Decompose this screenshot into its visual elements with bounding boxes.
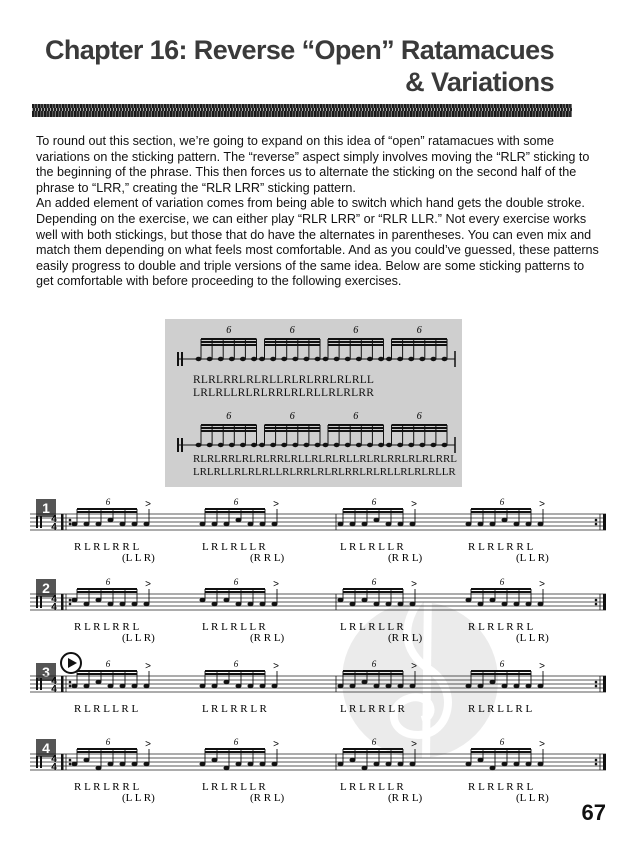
- figure-sticking-1b: LRLRLLRLRLRRLRLRLLRLRLRR: [193, 387, 375, 399]
- percussion-clef: [177, 438, 179, 452]
- repeat-start-bar: [61, 514, 64, 530]
- note-head: [466, 598, 472, 603]
- repeat-end-bar: [603, 754, 606, 770]
- note-head: [224, 598, 230, 603]
- accent-mark: >: [145, 661, 151, 672]
- tuplet-number: 6: [353, 411, 359, 422]
- accent-mark: >: [273, 579, 279, 590]
- accent-mark: >: [145, 499, 151, 510]
- tuplet-number: 6: [371, 659, 377, 669]
- alternate-sticking-label: (R R L): [388, 632, 423, 644]
- note-head: [478, 758, 484, 763]
- note-head: [338, 522, 344, 527]
- note-head: [248, 522, 254, 527]
- repeat-dot: [69, 519, 72, 522]
- note-head: [259, 443, 265, 447]
- note-head: [72, 598, 78, 603]
- repeat-start-bar: [61, 594, 64, 610]
- note-head: [212, 522, 218, 527]
- note-head: [334, 443, 340, 447]
- note-head: [236, 518, 242, 523]
- tuplet-number: 6: [233, 577, 239, 587]
- note-head: [200, 522, 206, 527]
- tuplet-number: 6: [371, 737, 377, 747]
- tuplet-number: 6: [226, 325, 232, 336]
- sticking-label: R L R L R R L: [74, 781, 140, 793]
- percussion-clef: [40, 516, 42, 528]
- note-head: [398, 602, 404, 607]
- alternate-sticking-label: (L L R): [122, 632, 155, 644]
- note-head: [260, 684, 266, 689]
- sticking-label: L R L R L L R: [340, 781, 404, 793]
- percussion-clef: [40, 756, 42, 768]
- accent-mark: >: [273, 661, 279, 672]
- sticking-label: R L R L R R L: [74, 541, 140, 553]
- note-head: [442, 357, 448, 361]
- note-head: [398, 684, 404, 689]
- tuplet-number: 6: [371, 497, 377, 507]
- tuplet-number: 6: [105, 497, 111, 507]
- note-head: [84, 522, 90, 527]
- sticking-label: R L R L L R L: [74, 703, 139, 715]
- note-head: [408, 443, 414, 447]
- tuplet-number: 6: [289, 325, 295, 336]
- accent-mark: >: [411, 579, 417, 590]
- note-head: [398, 522, 404, 527]
- time-signature-top: 4: [51, 514, 57, 525]
- note-head: [350, 758, 356, 763]
- note-head: [207, 357, 213, 361]
- note-head: [207, 443, 213, 447]
- exercise-number: 3: [36, 663, 56, 681]
- note-head: [378, 443, 384, 447]
- note-head: [248, 684, 254, 689]
- note-head: [338, 684, 344, 689]
- figure-sticking-2a: RLRLRRLRLRLRRLRLLRLRLRLLRLRLRRLRLRLRRL: [193, 453, 457, 465]
- note-head: [303, 357, 309, 361]
- note-head: [270, 443, 276, 447]
- note-head: [212, 684, 218, 689]
- note-head: [386, 522, 392, 527]
- note-head: [248, 762, 254, 767]
- note-head: [144, 762, 150, 767]
- sticking-label: L R L R L L R: [340, 541, 404, 553]
- exercise-notation: [30, 737, 610, 804]
- time-signature-bottom: 4: [51, 522, 57, 533]
- note-head: [362, 766, 368, 771]
- note-head: [502, 762, 508, 767]
- time-signature-top: 4: [51, 594, 57, 605]
- chapter-title-line2: & Variations: [405, 67, 554, 97]
- percussion-clef: [36, 596, 38, 608]
- note-head: [251, 357, 257, 361]
- alternate-sticking-label: (R R L): [388, 792, 423, 804]
- alternate-sticking-label: (L L R): [516, 792, 549, 804]
- time-signature-top: 4: [51, 676, 57, 687]
- note-head: [538, 762, 544, 767]
- repeat-dot: [69, 599, 72, 602]
- note-head: [212, 602, 218, 607]
- sticking-label: R L R L L R L: [468, 703, 533, 715]
- figure-sticking-1a: RLRLRRLRLRLLRLRLRRLRLRLL: [193, 374, 375, 386]
- intro-paragraph-2: An added element of variation comes from being able to switch which hand gets the double stroke. Depending on the exercise, we can either play “RLR LRR” or “RLR LLR.” Not every exercise works well with both stickings, but those that do have the alternates in parentheses. You can even mix and match them depending on what feels most comfortable. And as you could’ve guessed, these patterns easily progress to double and triple versions of the same idea. Below are some sticking patterns to get comfortable with before proceeding to the following exercises.: [36, 196, 599, 289]
- note-head: [478, 684, 484, 689]
- repeat-dot: [595, 685, 598, 688]
- note-head: [240, 357, 246, 361]
- note-head: [272, 602, 278, 607]
- note-head: [514, 522, 520, 527]
- accent-mark: >: [411, 739, 417, 750]
- repeat-dot: [69, 759, 72, 762]
- note-head: [338, 762, 344, 767]
- note-head: [397, 443, 403, 447]
- note-head: [323, 357, 329, 361]
- note-head: [236, 684, 242, 689]
- tuplet-number: 6: [416, 325, 422, 336]
- repeat-dot: [69, 681, 72, 684]
- note-head: [386, 357, 392, 361]
- note-head: [334, 357, 340, 361]
- note-head: [538, 684, 544, 689]
- note-head: [144, 522, 150, 527]
- note-head: [362, 680, 368, 685]
- repeat-dot: [69, 603, 72, 606]
- note-head: [120, 522, 126, 527]
- note-head: [410, 522, 416, 527]
- note-head: [526, 522, 532, 527]
- time-signature-top: 4: [51, 754, 57, 765]
- note-head: [270, 357, 276, 361]
- note-head: [350, 684, 356, 689]
- note-head: [374, 762, 380, 767]
- note-head: [367, 357, 373, 361]
- note-head: [410, 762, 416, 767]
- sticking-label: R L R L R R L: [468, 781, 534, 793]
- repeat-dot: [595, 681, 598, 684]
- exercise-notation: [30, 577, 610, 644]
- intro-paragraph-1: To round out this section, we’re going to expand on this idea of “open” ratamacues with some variations on the sticking pattern. The “reverse” aspect simply involves moving the “RLR” sticking to the beginning of the phrase. This then forces us to alternate the sticking on the second half of the phrase to “LRR,” creating the “RLR LRR” sticking pattern.: [36, 134, 590, 195]
- note-head: [84, 758, 90, 763]
- repeat-end-bar: [603, 514, 606, 530]
- note-head: [430, 443, 436, 447]
- percussion-clef: [40, 678, 42, 690]
- sticking-label: L R L R R L R: [340, 703, 405, 715]
- intro-text: [36, 134, 601, 290]
- note-head: [345, 357, 351, 361]
- note-head: [224, 766, 230, 771]
- note-head: [386, 762, 392, 767]
- accent-mark: >: [539, 579, 545, 590]
- note-head: [514, 684, 520, 689]
- note-head: [260, 762, 266, 767]
- note-head: [144, 684, 150, 689]
- note-head: [72, 522, 78, 527]
- sticking-label: L R L R L L R: [340, 621, 404, 633]
- repeat-end-bar: [603, 676, 606, 692]
- note-head: [502, 684, 508, 689]
- tuplet-number: 6: [105, 577, 111, 587]
- repeat-start-bar: [61, 676, 64, 692]
- note-head: [229, 443, 235, 447]
- note-head: [442, 443, 448, 447]
- accent-mark: >: [273, 739, 279, 750]
- note-head: [502, 602, 508, 607]
- repeat-dot: [595, 599, 598, 602]
- accent-mark: >: [539, 739, 545, 750]
- sticking-label: R L R L R R L: [74, 621, 140, 633]
- percussion-clef: [36, 678, 38, 690]
- accent-mark: >: [539, 661, 545, 672]
- note-head: [315, 443, 321, 447]
- exercise-number: 2: [36, 579, 56, 597]
- repeat-dot: [595, 763, 598, 766]
- sticking-label: L R L R L L R: [202, 781, 266, 793]
- alternate-sticking-label: (R R L): [250, 552, 285, 564]
- note-head: [466, 762, 472, 767]
- note-head: [200, 684, 206, 689]
- note-head: [132, 522, 138, 527]
- chapter-title: Chapter 16: Reverse “Open” Ratamacues: [44, 35, 554, 65]
- tuplet-number: 6: [371, 577, 377, 587]
- note-head: [378, 357, 384, 361]
- note-head: [410, 684, 416, 689]
- tuplet-number: 6: [105, 737, 111, 747]
- sticking-label: L R L R L L R: [202, 541, 266, 553]
- accent-mark: >: [273, 499, 279, 510]
- time-signature-bottom: 4: [51, 602, 57, 613]
- tuplet-number: 6: [233, 659, 239, 669]
- note-head: [229, 357, 235, 361]
- exercise-number: 4: [36, 739, 56, 757]
- note-head: [356, 443, 362, 447]
- note-head: [248, 602, 254, 607]
- note-head: [526, 684, 532, 689]
- tuplet-number: 6: [105, 659, 111, 669]
- note-head: [259, 357, 265, 361]
- note-head: [120, 602, 126, 607]
- alternate-sticking-label: (L L R): [122, 792, 155, 804]
- alternate-sticking-label: (L L R): [516, 552, 549, 564]
- note-head: [315, 357, 321, 361]
- note-head: [260, 522, 266, 527]
- sticking-patterns-figure: [165, 319, 462, 487]
- accent-mark: >: [411, 499, 417, 510]
- note-head: [200, 598, 206, 603]
- repeat-dot: [69, 763, 72, 766]
- note-head: [224, 680, 230, 685]
- note-head: [132, 762, 138, 767]
- sticking-label: R L R L R R L: [468, 541, 534, 553]
- figure-sticking-2b: LRLRLLRLRLRLLRLRRLRLRLRRLRLRLLRLRLRLLR: [193, 466, 456, 478]
- repeat-dot: [595, 603, 598, 606]
- percussion-clef: [177, 352, 179, 366]
- note-head: [410, 602, 416, 607]
- note-head: [84, 684, 90, 689]
- repeat-dot: [595, 759, 598, 762]
- time-signature-bottom: 4: [51, 762, 57, 773]
- note-head: [251, 443, 257, 447]
- note-head: [386, 602, 392, 607]
- note-head: [260, 602, 266, 607]
- note-head: [303, 443, 309, 447]
- note-head: [292, 357, 298, 361]
- note-head: [272, 684, 278, 689]
- note-head: [96, 766, 102, 771]
- alternate-sticking-label: (L L R): [122, 552, 155, 564]
- note-head: [386, 443, 392, 447]
- tuplet-number: 6: [499, 577, 505, 587]
- repeat-end-bar: [603, 594, 606, 610]
- note-head: [72, 762, 78, 767]
- note-head: [132, 602, 138, 607]
- note-head: [96, 522, 102, 527]
- repeat-dot: [595, 519, 598, 522]
- note-head: [419, 357, 425, 361]
- note-head: [490, 522, 496, 527]
- note-head: [108, 602, 114, 607]
- repeat-dot: [595, 523, 598, 526]
- note-head: [356, 357, 362, 361]
- repeat-dot: [69, 685, 72, 688]
- note-head: [345, 443, 351, 447]
- tuplet-number: 6: [289, 411, 295, 422]
- note-head: [108, 684, 114, 689]
- alternate-sticking-label: (L L R): [516, 632, 549, 644]
- exercise-number: 1: [36, 499, 56, 517]
- note-head: [236, 602, 242, 607]
- exercise-notation: [30, 497, 610, 564]
- accent-mark: >: [145, 579, 151, 590]
- note-head: [120, 684, 126, 689]
- note-head: [374, 602, 380, 607]
- tuplet-number: 6: [353, 325, 359, 336]
- note-head: [478, 522, 484, 527]
- note-head: [466, 684, 472, 689]
- note-head: [240, 443, 246, 447]
- note-head: [374, 684, 380, 689]
- tuplet-number: 6: [499, 659, 505, 669]
- percussion-clef: [181, 352, 183, 366]
- sticking-label: L R L R R L R: [202, 703, 267, 715]
- note-head: [84, 602, 90, 607]
- note-head: [338, 598, 344, 603]
- exercise-notation: [30, 659, 610, 722]
- note-head: [218, 357, 224, 361]
- note-head: [96, 680, 102, 685]
- sticking-label: L R L R L L R: [202, 621, 266, 633]
- percussion-clef: [181, 438, 183, 452]
- repeat-start-bar: [61, 754, 64, 770]
- percussion-clef: [36, 756, 38, 768]
- note-head: [374, 518, 380, 523]
- tuplet-number: 6: [226, 411, 232, 422]
- note-head: [72, 684, 78, 689]
- note-head: [272, 762, 278, 767]
- note-head: [218, 443, 224, 447]
- note-head: [108, 518, 114, 523]
- note-head: [362, 598, 368, 603]
- percussion-clef: [40, 596, 42, 608]
- note-head: [236, 762, 242, 767]
- note-head: [490, 598, 496, 603]
- note-head: [514, 762, 520, 767]
- note-head: [490, 680, 496, 685]
- accent-mark: >: [539, 499, 545, 510]
- note-head: [200, 762, 206, 767]
- note-head: [212, 758, 218, 763]
- note-head: [538, 522, 544, 527]
- note-head: [397, 357, 403, 361]
- note-head: [272, 522, 278, 527]
- note-head: [120, 762, 126, 767]
- note-head: [196, 357, 202, 361]
- repeat-dot: [69, 523, 72, 526]
- alternate-sticking-label: (R R L): [388, 552, 423, 564]
- note-head: [538, 602, 544, 607]
- note-head: [362, 522, 368, 527]
- note-head: [132, 684, 138, 689]
- note-head: [350, 522, 356, 527]
- accent-mark: >: [411, 661, 417, 672]
- note-head: [490, 766, 496, 771]
- percussion-clef: [36, 516, 38, 528]
- note-head: [144, 602, 150, 607]
- note-head: [502, 518, 508, 523]
- note-head: [96, 598, 102, 603]
- note-head: [514, 602, 520, 607]
- tuplet-number: 6: [416, 411, 422, 422]
- alternate-sticking-label: (R R L): [250, 632, 285, 644]
- note-head: [478, 602, 484, 607]
- note-head: [466, 522, 472, 527]
- note-head: [292, 443, 298, 447]
- tuplet-number: 6: [499, 737, 505, 747]
- page-number: 67: [581, 800, 606, 825]
- note-head: [281, 443, 287, 447]
- time-signature-bottom: 4: [51, 684, 57, 695]
- accent-mark: >: [145, 739, 151, 750]
- sticking-label: R L R L R R L: [468, 621, 534, 633]
- note-head: [430, 357, 436, 361]
- note-head: [526, 602, 532, 607]
- tuplet-number: 6: [233, 737, 239, 747]
- note-head: [323, 443, 329, 447]
- note-head: [367, 443, 373, 447]
- note-head: [526, 762, 532, 767]
- alternate-sticking-label: (R R L): [250, 792, 285, 804]
- note-head: [408, 357, 414, 361]
- note-head: [350, 602, 356, 607]
- note-head: [398, 762, 404, 767]
- title-divider: [32, 104, 572, 117]
- note-head: [419, 443, 425, 447]
- tuplet-number: 6: [499, 497, 505, 507]
- note-head: [281, 357, 287, 361]
- note-head: [108, 762, 114, 767]
- tuplet-number: 6: [233, 497, 239, 507]
- note-head: [196, 443, 202, 447]
- note-head: [386, 684, 392, 689]
- note-head: [224, 522, 230, 527]
